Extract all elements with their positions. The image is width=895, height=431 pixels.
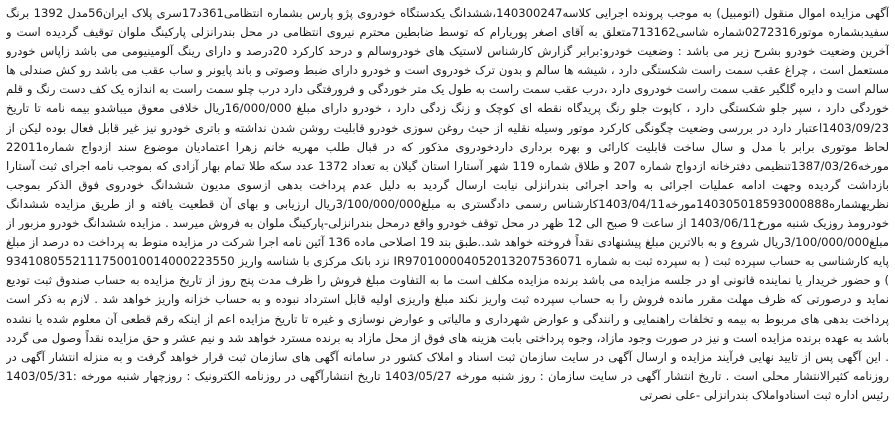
- auction-notice-text: آگهی مزایده اموال منقول (اتومبیل) به موجب پرونده اجرایی کلاسه140300247،ششدانگ یکدستگاه خودروی پژو پارس بشماره انتظامی361د17سری پلاک ایران56مدل 1392 برنگ سفیدبشماره موتور0272316شماره شاسی713162متعلق به آقای اصغر پوریارام که توسط ضابطین محترم نیروی انتظامی در محل بندرانزلی پارکینگ ملوان توقیف گردیده است و آخرین وضعیت خودرو بشرح زیر می باشد : وضعیت خودرو:برابر گزارش کارشناس لاستیک های خودروسالم و درحد کارکرد 20درصد و دارای رینگ آلومینیومی می باشد زاپاس خودرو مستعمل است ، چراغ عقب سمت راست شکستگی دارد ، شیشه ها سالم و بدون ترک خودروی است و خودرو دارای ضبط وصوتی و باند پایونر و ساب عقب می باشد رو کش صندلی ها سالم است و دایره گلگیر عقب سمت راست خودروی دارد ،درب عقب سمت راست به طول یک متر خوردگی و فرورفتگی دارد درب چلو سمت راست به اندازه یک کف دست رنگ و قلم خوردگی دارد ، سپر جلو شکستگی دارد ، کاپوت جلو رنگ پریدگاه نقطه ای کوچک و زنگ زدگی دارد ، خودرو دارای مبلغ 16/000/000ریال خلافی معوق میباشدو بیمه نامه تا تاریخ 1403/09/23اعتبار دارد در بررسی وضعیت چگونگی کارکرد موتور وسیله نقلیه از حیث روغن سوزی خودرو قابلیت روشن شدن نداشته و باتری خودرو نیز غیر قابل فعال بوده لیکن از لحاظ موتوری برابر با مدل و سال ساخت قابلیت کارائی و بهره برداری داردخودروی مذکور که در قبال طلب مهریه خانم زهرا اعتمادیان موضوع سند ازدواج شماره22011 مورخه1387/03/26تنظیمی دفترخانه ازدواج شماره 207 و طلاق شماره 119 شهر آستارا استان گیلان به تعداد 1372 عدد سکه طلا تمام بهار آزادی که بموجب نامه اجرای ثبت آستارا بازداشت گردیده وجهت ادامه عملیات اجرائی به واحد اجرائی بندرانزلی نیابت ارسال گردید به دلیل عدم پرداخت بدهی ازسوی مدیون ششدانگ خودروی فوق الذکر بموجب نظریهشماره140305018593000888مورخه1403/04/11کارشناس رسمی دادگستری به مبلغ3/100/000/000ریال ارزیابی و بهای آن قطعیت یافته و از طریق مزایده ششدانگ خودرومذ روزیک شنبه مورخ1403/06/11 از ساعت 9 صبح الی 12 ظهر در محل توقف خودرو واقع درمحل بندرانزلی-پارکینگ ملوان به فروش میرسد . مزایده ششدانگ خودرو مزبور از مبلغ3/100/000/000ریال شروع و به بالاترین مبلغ پیشنهادی نقداً فروخته خواهد شد..طبق بند 19 اصلاحی ماده 136 آئین نامه اجرا شرکت در مزایده منوط به پرداخت ده درصد از مبلغ پایه کارشناسی به حساب سپرده ثبت ( به سپرده ثبت به شماره IR970100004052013207536071 نزد بانک مرکزی با شناسه واریز 9341080552111750010014000223550 ) و حضور خریدار یا نماینده قانونی او در جلسه مزایده می باشد برنده مزایده مکلف است ما به التفاوت مبلغ فروش را ظرف مدت پنج روز از تاریخ مزایده به حساب صندوق ثبت تودیع نماید و درصورتی که ظرف مهلت مقرر مانده فروش را به حساب سپرده ثبت واریز نکند مبلغ واریزی اولیه قابل استرداد نبوده و به حساب خزانه واریز خواهد شد . لازم به ذکر است پرداخت بدهی های مربوط به بیمه و تخلفات راهنمایی و رانندگی و عوارض شهرداری و مالیاتی و عوارض نوسازی و غیره تا تاریخ مزایده اعم از اینکه رقم قطعی آن معلوم شده یا نشده باشد به عهده برنده مزایده است و نیز در صورت وجود مازاد، وجوه پرداختی بابت هزینه های فوق از محل مازاد به برنده مسترد خواهد شد و نیم عشر و حق مزایده نقداً وصول می گردد . این آگهی پس از تایید نهایی فرآیند مزایده و ارسال آگهی در سایت سازمان ثبت اسناد و املاک کشور در سامانه آگهی های سازمان ثبت قرار خواهد گرفت و به منزله انتشار آگهی در روزنامه کثیرالانتشار محلی است . تاریخ انتشار آگهی در سایت سازمان : روز شنبه مورخه 1403/05/27 تاریخ انتشارآگهی در روزنامه الکترونیک : روزچهار شنبه مورخه :1403/05/31 رئیس اداره ثبت اسنادواملاک بندرانزلی -علی نصرتی: [6, 6, 889, 402]
- notice-page: [6, 4, 889, 427]
